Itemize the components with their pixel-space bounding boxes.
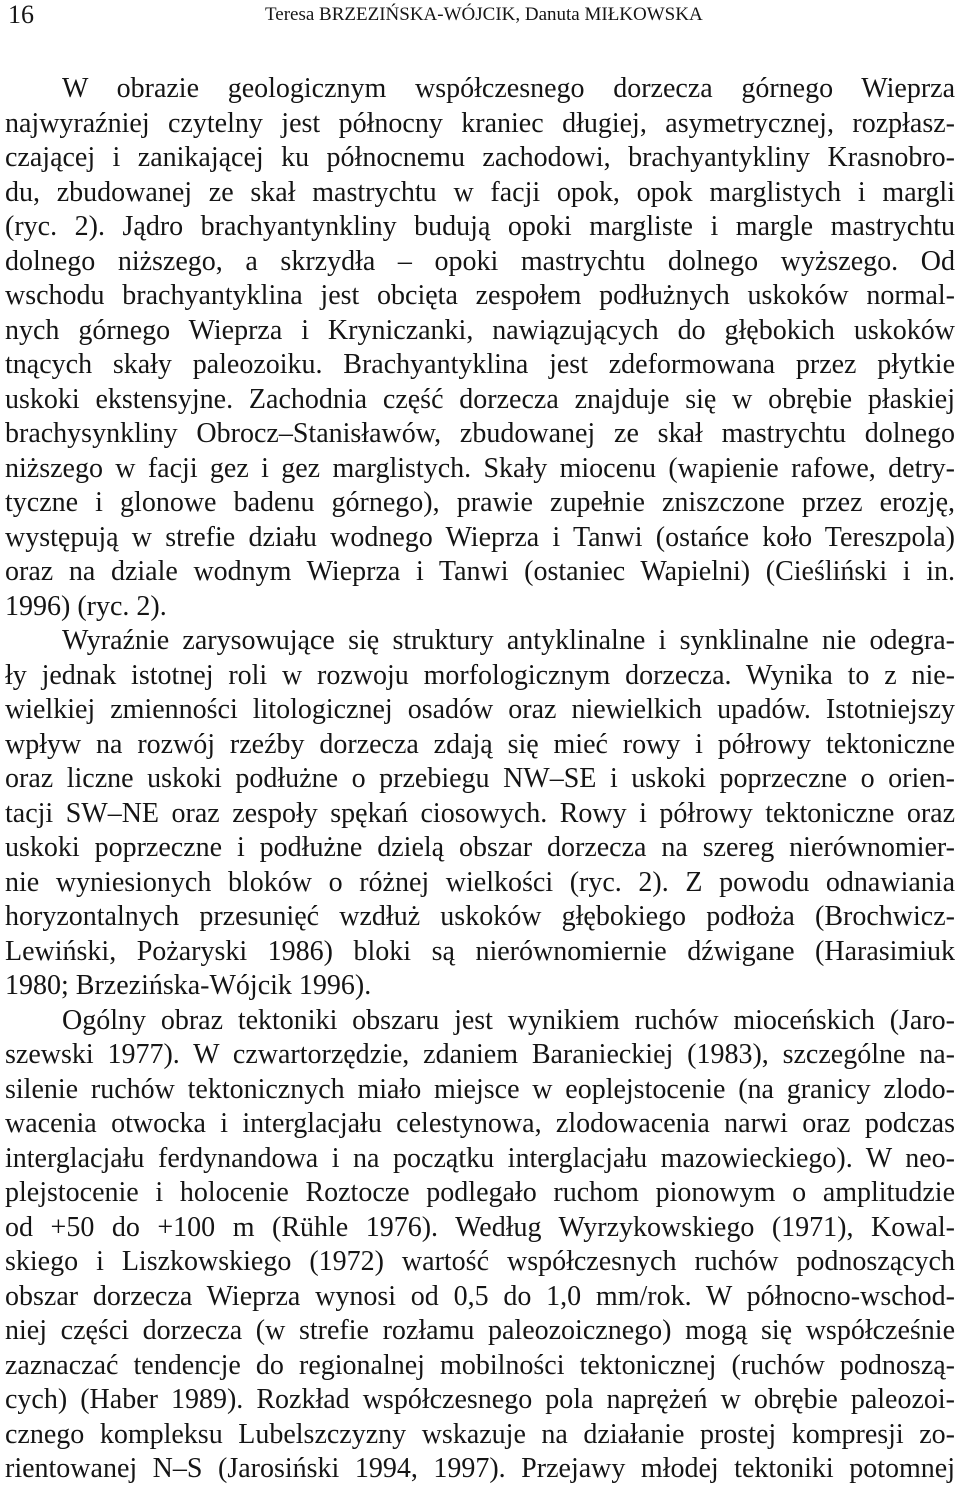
text-line: niej części dorzecza (w strefie rozłamu paleozoicznego) mogą się współcześnie <box>5 1315 955 1346</box>
text-line: W obrazie geologicznym współczesnego dorzecza górnego Wieprza <box>62 73 955 104</box>
paragraph-2 <box>5 624 955 1004</box>
body-text <box>5 72 955 1487</box>
running-head-authors: Teresa BRZEZIŃSKA-WÓJCIK, Danuta MIŁKOWSKA <box>265 4 703 25</box>
text-line: skiego i Liszkowskiego (1972) wartość współczesnych ruchów podnoszących <box>5 1246 955 1277</box>
text-line: 1996) (ryc. 2). <box>5 590 167 622</box>
page-number: 16 <box>8 0 34 29</box>
text-line: Wyraźnie zarysowujące się struktury antyklinalne i synklinalne nie odegra- <box>62 625 955 656</box>
text-line: szewski 1977). W czwartorzędzie, zdaniem Baranieckiej (1983), szczególne na- <box>5 1039 955 1070</box>
text-line: nie wyniesionych bloków o różnej wielkości (ryc. 2). Z powodu odnawiania <box>5 866 955 898</box>
text-line: ły jednak istotnej roli w rozwoju morfologicznym dorzecza. Wynika to z nie- <box>5 659 955 691</box>
text-line: czającej i zanikającej ku północnemu zachodowi, brachyantykliny Krasnobro- <box>5 142 955 173</box>
text-line: Ogólny obraz tektoniki obszaru jest wynikiem ruchów mioceńskich (Jaro- <box>62 1004 955 1036</box>
text-line: cznego kompleksu Lubelszczyzny wskazuje na działanie prostej kompresji zo- <box>5 1418 955 1450</box>
paragraph-1 <box>5 72 955 624</box>
text-line: tyczne i glonowe badenu górnego), prawie zupełnie zniszczone przez erozję, <box>5 487 955 518</box>
text-line: horyzontalnych przesunięć wzdłuż uskoków głębokiego podłoża (Brochwicz- <box>5 901 955 932</box>
text-line: oraz liczne uskoki podłużne o przebiegu NW–SE i uskoki poprzeczne o orien- <box>5 763 955 794</box>
text-line: występują w strefie działu wodnego Wieprza i Tanwi (ostańce koło Tereszpola) <box>5 521 955 553</box>
text-line: interglacjału ferdynandowa i na początku interglacjału mazowieckiego). W neo- <box>5 1142 955 1174</box>
text-line: brachysynkliny Obrocz–Stanisławów, zbudowanej ze skał mastrychtu dolnego <box>5 418 955 449</box>
text-line: 1980; Brzezińska-Wójcik 1996). <box>5 970 372 1001</box>
text-line: dolnego niższego, a skrzydła – opoki mastrychtu dolnego wyższego. Od <box>5 245 955 277</box>
paragraph-3 <box>5 1004 955 1487</box>
text-line: du, zbudowanej ze skał mastrychtu w facji opok, opok marglistych i margli <box>5 176 955 208</box>
text-line: uskoki poprzeczne i podłużne dzielą obszar dorzecza na szereg nierównomier- <box>5 832 955 863</box>
text-line: od +50 do +100 m (Rühle 1976). Według Wyrzykowskiego (1971), Kowal- <box>5 1211 955 1243</box>
text-line: plejstocenie i holocenie Roztocze podlegało ruchom pionowym o amplitudzie <box>5 1177 955 1208</box>
text-line: wschodu brachyantyklina jest obcięta zespołem podłużnych uskoków normal- <box>5 280 955 311</box>
text-line: wielkiej zmienności litologicznej osadów oraz niewielkich upadów. Istotniejszy <box>5 694 955 725</box>
text-line: Lewiński, Pożaryski 1986) bloki są nierównomiernie dźwigane (Harasimiuk <box>5 935 955 967</box>
text-line: oraz na dziale wodnym Wieprza i Tanwi (ostaniec Wapielni) (Cieśliński i in. <box>5 556 955 587</box>
text-line: rientowanej N–S (Jarosiński 1994, 1997). Przejawy młodej tektoniki potomnej <box>5 1453 955 1484</box>
text-line: (ryc. 2). Jądro brachyantynkliny budują opoki margliste i margle mastrychtu <box>5 211 955 242</box>
text-line: zaznaczać tendencje do regionalnej mobilności tektonicznej (ruchów podnoszą- <box>5 1349 955 1381</box>
text-line: obszar dorzecza Wieprza wynosi od 0,5 do 1,0 mm/rok. W północno-wschod- <box>5 1280 955 1312</box>
text-line: niższego w facji gez i gez marglistych. Skały miocenu (wapienie rafowe, detry- <box>5 452 955 484</box>
text-line: najwyraźniej czytelny jest północny kraniec długiej, asymetrycznej, rozpłasz- <box>5 107 955 139</box>
text-line: wpływ na rozwój rzeźby dorzecza zdają się mieć rowy i półrowy tektoniczne <box>5 728 955 760</box>
text-line: tacji SW–NE oraz zespoły spękań ciosowych. Rowy i półrowy tektoniczne oraz <box>5 797 955 829</box>
text-line: wacenia otwocka i interglacjału celestynowa, zlodowacenia narwi oraz podczas <box>5 1108 955 1139</box>
text-line: uskoki ekstensyjne. Zachodnia część dorzecza znajduje się w obrębie płaskiej <box>5 383 955 415</box>
text-line: tnących skały paleozoiku. Brachyantyklina jest zdeformowana przez płytkie <box>5 349 955 380</box>
text-line: cych) (Haber 1989). Rozkład współczesnego pola naprężeń w obrębie paleozoi- <box>5 1384 955 1415</box>
text-line: nych górnego Wieprza i Kryniczanki, nawiązujących do głębokich uskoków <box>5 314 955 346</box>
text-line: silenie ruchów tektonicznych miało miejsce w eoplejstocenie (na granicy zlodo- <box>5 1073 955 1105</box>
